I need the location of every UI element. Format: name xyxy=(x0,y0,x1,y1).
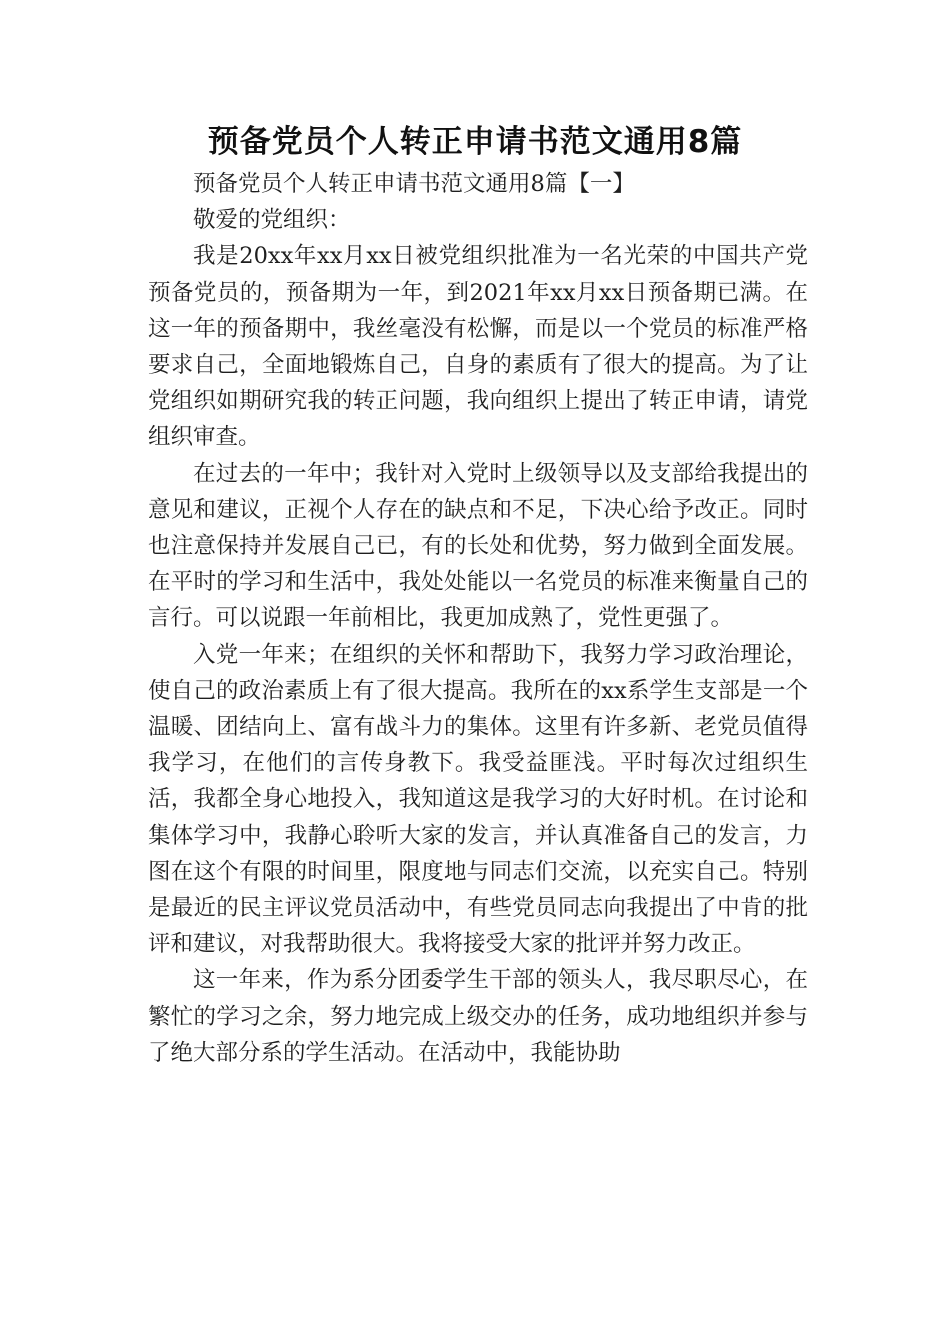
paragraph-2: 在过去的一年中；我针对入党时上级领导以及支部给我提出的意见和建议，正视个人存在的缺点和不足，下决心给予改正。同时也注意保持并发展自己已，有的长处和优势，努力做到全面发展。在平时的学习和生活中，我处处能以一名党员的标准来衡量自己的言行。可以说跟一年前相比，我更加成熟了，党性更强了。 xyxy=(148,460,808,632)
document-subtitle: 预备党员个人转正申请书范文通用8篇【一】 xyxy=(193,171,635,197)
paragraph-3: 入党一年来；在组织的关怀和帮助下，我努力学习政治理论，使自己的政治素质上有了很大提高。我所在的xx系学生支部是一个温暖、团结向上、富有战斗力的集体。这里有许多新、老党员值得我学习，在他们的言传身教下。我受益匪浅。平时每次过组织生活，我都全身心地投入，我知道这是我学习的大好时机。在讨论和集体学习中，我静心聆听大家的发言，并认真准备自己的发言，力图在这个有限的时间里，限度地与同志们交流，以充实自己。特别是最近的民主评议党员活动中，有些党员同志向我提出了中肯的批评和建议，对我帮助很大。我将接受大家的批评并努力改正。 xyxy=(148,641,808,958)
paragraph-1: 我是20xx年xx月xx日被党组织批准为一名光荣的中国共产党预备党员的，预备期为一年，到2021年xx月xx日预备期已满。在这一年的预备期中，我丝毫没有松懈，而是以一个党员的标准严格要求自己，全面地锻炼自己，自身的素质有了很大的提高。为了让党组织如期研究我的转正问题，我向组织上提出了转正申请，请党组织审查。 xyxy=(148,243,808,451)
document-title: 预备党员个人转正申请书范文通用8篇 xyxy=(207,124,743,160)
salutation: 敬爱的党组织： xyxy=(193,207,351,234)
document-body xyxy=(148,166,808,1071)
paragraph-4: 这一年来，作为系分团委学生干部的领头人，我尽职尽心，在繁忙的学习之余，努力地完成上级交办的任务，成功地组织并参与了绝大部分系的学生活动。在活动中，我能协助 xyxy=(148,967,808,1066)
